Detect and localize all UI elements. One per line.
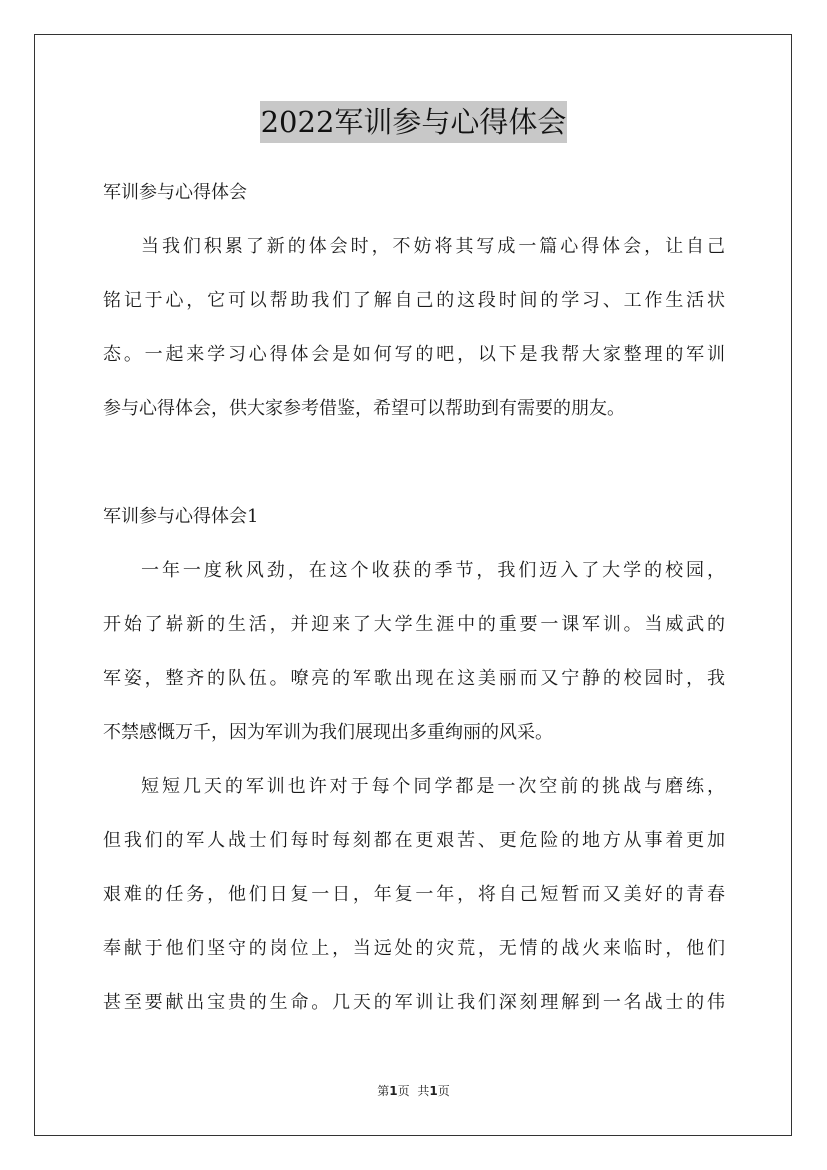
paragraph-line: 艰难的任务，他们日复一日，年复一年，将自己短暂而又美好的青春 — [103, 884, 725, 905]
page-suffix: 页 — [397, 1084, 410, 1098]
intro-line: 当我们积累了新的体会时，不妨将其写成一篇心得体会，让自己 — [141, 236, 725, 257]
intro-line: 态。一起来学习心得体会是如何写的吧，以下是我帮大家整理的军训 — [103, 344, 725, 365]
intro-line: 铭记于心，它可以帮助我们了解自己的这段时间的学习、工作生活状 — [103, 290, 725, 311]
total-suffix: 页 — [437, 1084, 450, 1098]
total-prefix: 共 — [417, 1084, 430, 1098]
paragraph-line: 一年一度秋风劲，在这个收获的季节，我们迈入了大学的校园， — [141, 560, 725, 581]
page-footer — [0, 1082, 827, 1099]
subtitle: 军训参与心得体会 — [103, 182, 247, 203]
section-heading: 军训参与心得体会1 — [103, 506, 259, 527]
paragraph-line: 但我们的军人战士们每时每刻都在更艰苦、更危险的地方从事着更加 — [103, 830, 725, 851]
paragraph-line: 甚至要献出宝贵的生命。几天的军训让我们深刻理解到一名战士的伟 — [103, 992, 725, 1013]
document-title: 2022军训参与心得体会 — [260, 101, 568, 143]
document-body — [103, 176, 725, 1040]
paragraph-line: 奉献于他们坚守的岗位上，当远处的灾荒，无情的战火来临时，他们 — [103, 938, 725, 959]
page-prefix: 第 — [377, 1084, 390, 1098]
section-gap — [103, 446, 725, 500]
title-container — [0, 101, 827, 143]
paragraph-line: 不禁感慨万千，因为军训为我们展现出多重绚丽的风采。 — [103, 722, 553, 743]
paragraph-line: 短短几天的军训也许对于每个同学都是一次空前的挑战与磨练， — [141, 776, 725, 797]
paragraph-line: 军姿，整齐的队伍。嘹亮的军歌出现在这美丽而又宁静的校园时，我 — [103, 668, 725, 689]
intro-line: 参与心得体会，供大家参考借鉴，希望可以帮助到有需要的朋友。 — [103, 398, 625, 419]
paragraph-line: 开始了崭新的生活，并迎来了大学生涯中的重要一课军训。当威武的 — [103, 614, 725, 635]
total-pages: 1 — [429, 1084, 438, 1098]
page-number: 1 — [389, 1084, 398, 1098]
